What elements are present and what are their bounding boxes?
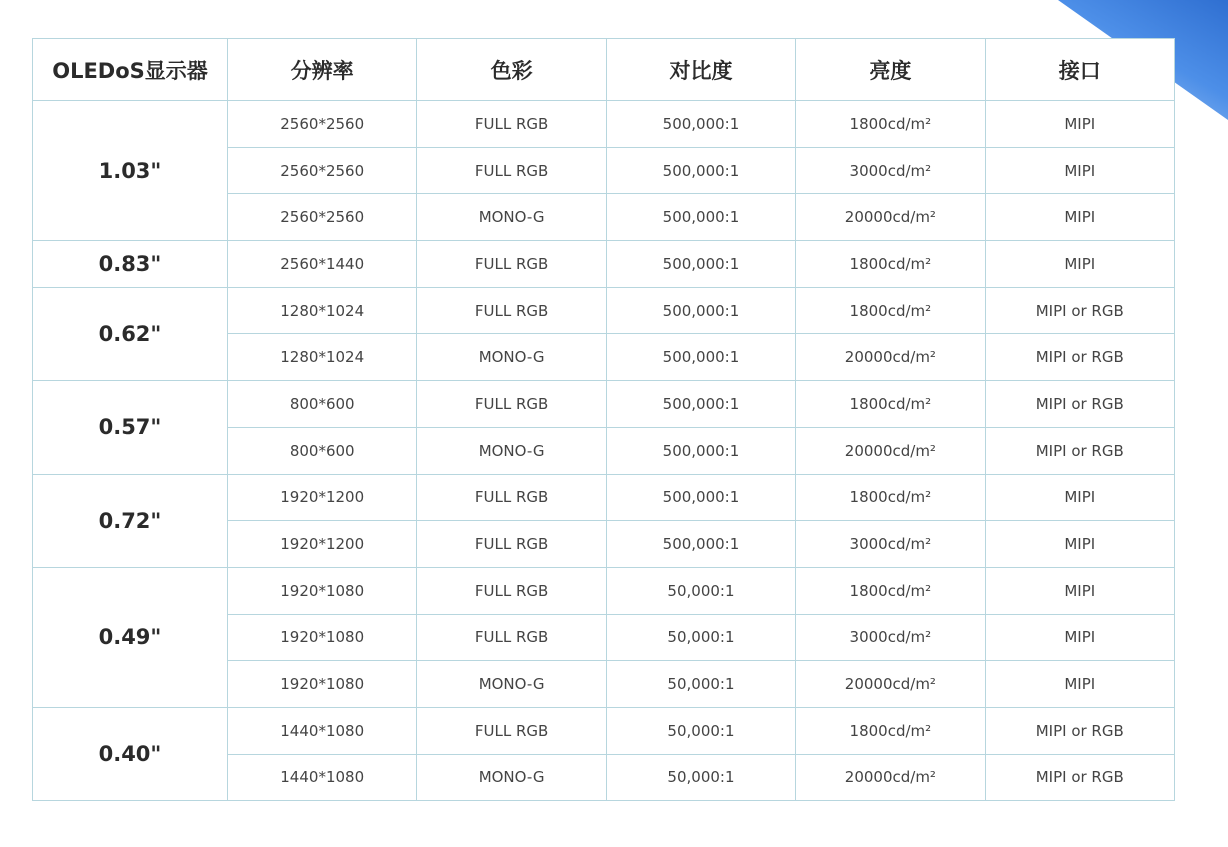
interface-cell: MIPI or RGB — [985, 381, 1174, 428]
brightness-cell: 20000cd/m² — [796, 754, 985, 801]
interface-cell: MIPI — [985, 101, 1174, 148]
table-header — [33, 39, 1175, 101]
brightness-cell: 1800cd/m² — [796, 707, 985, 754]
display-size-cell: 0.49" — [33, 567, 228, 707]
contrast-cell: 50,000:1 — [606, 567, 795, 614]
brightness-cell: 20000cd/m² — [796, 194, 985, 241]
header-color: 色彩 — [417, 39, 606, 101]
display-size-cell: 1.03" — [33, 101, 228, 241]
resolution-cell: 1280*1024 — [228, 334, 417, 381]
display-size-cell: 0.40" — [33, 707, 228, 800]
color-cell: FULL RGB — [417, 101, 606, 148]
display-size-cell: 0.62" — [33, 287, 228, 380]
resolution-cell: 2560*1440 — [228, 241, 417, 288]
resolution-cell: 1920*1080 — [228, 614, 417, 661]
header-interface: 接口 — [985, 39, 1174, 101]
header-resolution: 分辨率 — [228, 39, 417, 101]
resolution-cell: 1920*1200 — [228, 521, 417, 568]
interface-cell: MIPI or RGB — [985, 754, 1174, 801]
header-brightness: 亮度 — [796, 39, 985, 101]
table-row — [33, 101, 1175, 148]
contrast-cell: 500,000:1 — [606, 194, 795, 241]
contrast-cell: 500,000:1 — [606, 381, 795, 428]
table-row — [33, 707, 1175, 754]
color-cell: FULL RGB — [417, 707, 606, 754]
brightness-cell: 3000cd/m² — [796, 147, 985, 194]
table-row — [33, 241, 1175, 288]
interface-cell: MIPI — [985, 661, 1174, 708]
table-row — [33, 567, 1175, 614]
contrast-cell: 500,000:1 — [606, 427, 795, 474]
contrast-cell: 500,000:1 — [606, 101, 795, 148]
resolution-cell: 2560*2560 — [228, 101, 417, 148]
display-size-cell: 0.83" — [33, 241, 228, 288]
table-row — [33, 381, 1175, 428]
contrast-cell: 500,000:1 — [606, 147, 795, 194]
contrast-cell: 500,000:1 — [606, 521, 795, 568]
resolution-cell: 800*600 — [228, 427, 417, 474]
resolution-cell: 1920*1080 — [228, 661, 417, 708]
contrast-cell: 500,000:1 — [606, 287, 795, 334]
resolution-cell: 1440*1080 — [228, 754, 417, 801]
resolution-cell: 1440*1080 — [228, 707, 417, 754]
oledos-spec-table — [32, 38, 1175, 801]
brightness-cell: 1800cd/m² — [796, 101, 985, 148]
interface-cell: MIPI — [985, 241, 1174, 288]
resolution-cell: 1920*1200 — [228, 474, 417, 521]
color-cell: MONO-G — [417, 661, 606, 708]
contrast-cell: 50,000:1 — [606, 707, 795, 754]
interface-cell: MIPI — [985, 147, 1174, 194]
color-cell: FULL RGB — [417, 147, 606, 194]
brightness-cell: 1800cd/m² — [796, 474, 985, 521]
brightness-cell: 20000cd/m² — [796, 661, 985, 708]
contrast-cell: 50,000:1 — [606, 661, 795, 708]
display-size-cell: 0.72" — [33, 474, 228, 567]
brightness-cell: 1800cd/m² — [796, 241, 985, 288]
resolution-cell: 2560*2560 — [228, 194, 417, 241]
display-size-cell: 0.57" — [33, 381, 228, 474]
interface-cell: MIPI — [985, 614, 1174, 661]
contrast-cell: 50,000:1 — [606, 754, 795, 801]
color-cell: MONO-G — [417, 754, 606, 801]
color-cell: FULL RGB — [417, 241, 606, 288]
brightness-cell: 20000cd/m² — [796, 334, 985, 381]
brightness-cell: 1800cd/m² — [796, 567, 985, 614]
table-row — [33, 287, 1175, 334]
interface-cell: MIPI or RGB — [985, 334, 1174, 381]
brightness-cell: 3000cd/m² — [796, 614, 985, 661]
color-cell: FULL RGB — [417, 521, 606, 568]
header-display: OLEDoS显示器 — [33, 39, 228, 101]
brightness-cell: 3000cd/m² — [796, 521, 985, 568]
brightness-cell: 1800cd/m² — [796, 287, 985, 334]
interface-cell: MIPI — [985, 194, 1174, 241]
contrast-cell: 500,000:1 — [606, 241, 795, 288]
resolution-cell: 1280*1024 — [228, 287, 417, 334]
color-cell: MONO-G — [417, 427, 606, 474]
color-cell: MONO-G — [417, 334, 606, 381]
interface-cell: MIPI or RGB — [985, 427, 1174, 474]
resolution-cell: 1920*1080 — [228, 567, 417, 614]
color-cell: FULL RGB — [417, 381, 606, 428]
table-row — [33, 474, 1175, 521]
color-cell: FULL RGB — [417, 287, 606, 334]
interface-cell: MIPI — [985, 521, 1174, 568]
brightness-cell: 1800cd/m² — [796, 381, 985, 428]
color-cell: FULL RGB — [417, 614, 606, 661]
contrast-cell: 500,000:1 — [606, 334, 795, 381]
table-body — [33, 101, 1175, 801]
header-contrast: 对比度 — [606, 39, 795, 101]
contrast-cell: 50,000:1 — [606, 614, 795, 661]
brightness-cell: 20000cd/m² — [796, 427, 985, 474]
color-cell: FULL RGB — [417, 567, 606, 614]
color-cell: MONO-G — [417, 194, 606, 241]
resolution-cell: 800*600 — [228, 381, 417, 428]
contrast-cell: 500,000:1 — [606, 474, 795, 521]
interface-cell: MIPI or RGB — [985, 707, 1174, 754]
resolution-cell: 2560*2560 — [228, 147, 417, 194]
color-cell: FULL RGB — [417, 474, 606, 521]
header-row — [33, 39, 1175, 101]
interface-cell: MIPI — [985, 474, 1174, 521]
interface-cell: MIPI — [985, 567, 1174, 614]
interface-cell: MIPI or RGB — [985, 287, 1174, 334]
